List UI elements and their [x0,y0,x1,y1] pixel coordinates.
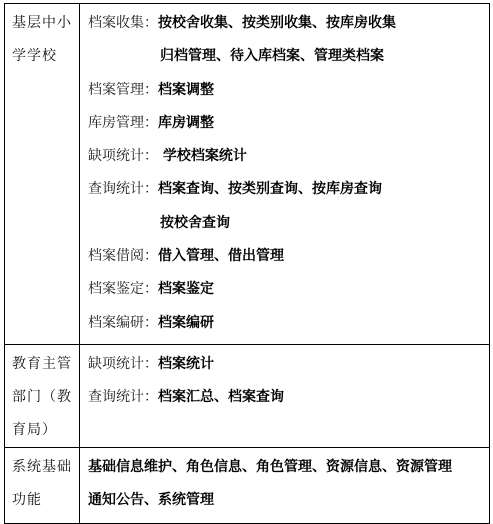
function-value: 通知公告、系统管理 [88,492,214,509]
function-value: 借入管理、借出管理 [158,248,284,265]
table-row [5,4,490,345]
function-value: 基础信息维护、角色信息、角色管理、资源信息、资源管理 [88,459,452,475]
function-line [88,7,489,40]
function-cell [80,448,490,524]
table-row [5,448,490,524]
function-value: 库房调整 [158,114,214,131]
function-line [88,307,489,340]
function-value: 档案查询、按类别查询、按库房查询 [158,181,382,198]
module-table [4,3,490,524]
function-value: 按校舍查询 [160,214,230,231]
function-label: 缺项统计： [88,356,158,372]
function-value: 档案编研 [158,314,214,331]
function-label: 档案管理： [88,81,158,98]
function-line [88,240,489,273]
function-line [88,74,489,107]
function-line [88,207,489,240]
function-cell [80,345,490,448]
function-label: 查询统计： [88,389,158,406]
function-cell [80,4,490,345]
function-label: 库房管理： [88,114,158,131]
function-label: 档案编研： [88,314,158,331]
function-value: 档案鉴定 [158,281,214,298]
category-cell: 系统基础功能 [5,448,80,524]
function-label: 档案借阅： [88,248,158,265]
function-value: 按校舍收集、按类别收集、按库房收集 [158,15,396,31]
function-label: 档案收集： [88,15,158,31]
category-cell: 教育主管部门（教育局） [5,345,80,448]
function-value: 归档管理、待入库档案、管理类档案 [160,48,384,65]
table-row [5,345,490,448]
function-value: 档案调整 [158,81,214,98]
function-line [88,451,489,484]
function-line [88,173,489,206]
function-value: 档案汇总、档案查询 [158,389,284,406]
function-line [88,140,489,173]
function-value: 学校档案统计 [158,148,247,165]
function-label: 查询统计： [88,181,158,198]
function-line [88,348,489,381]
function-label: 缺项统计： [88,148,158,165]
function-line [88,273,489,306]
category-cell: 基层中小学学校 [5,4,80,345]
function-label: 档案鉴定： [88,281,158,298]
function-value: 档案统计 [158,356,214,372]
function-line [88,381,489,414]
function-line [88,107,489,140]
function-line [88,40,489,73]
